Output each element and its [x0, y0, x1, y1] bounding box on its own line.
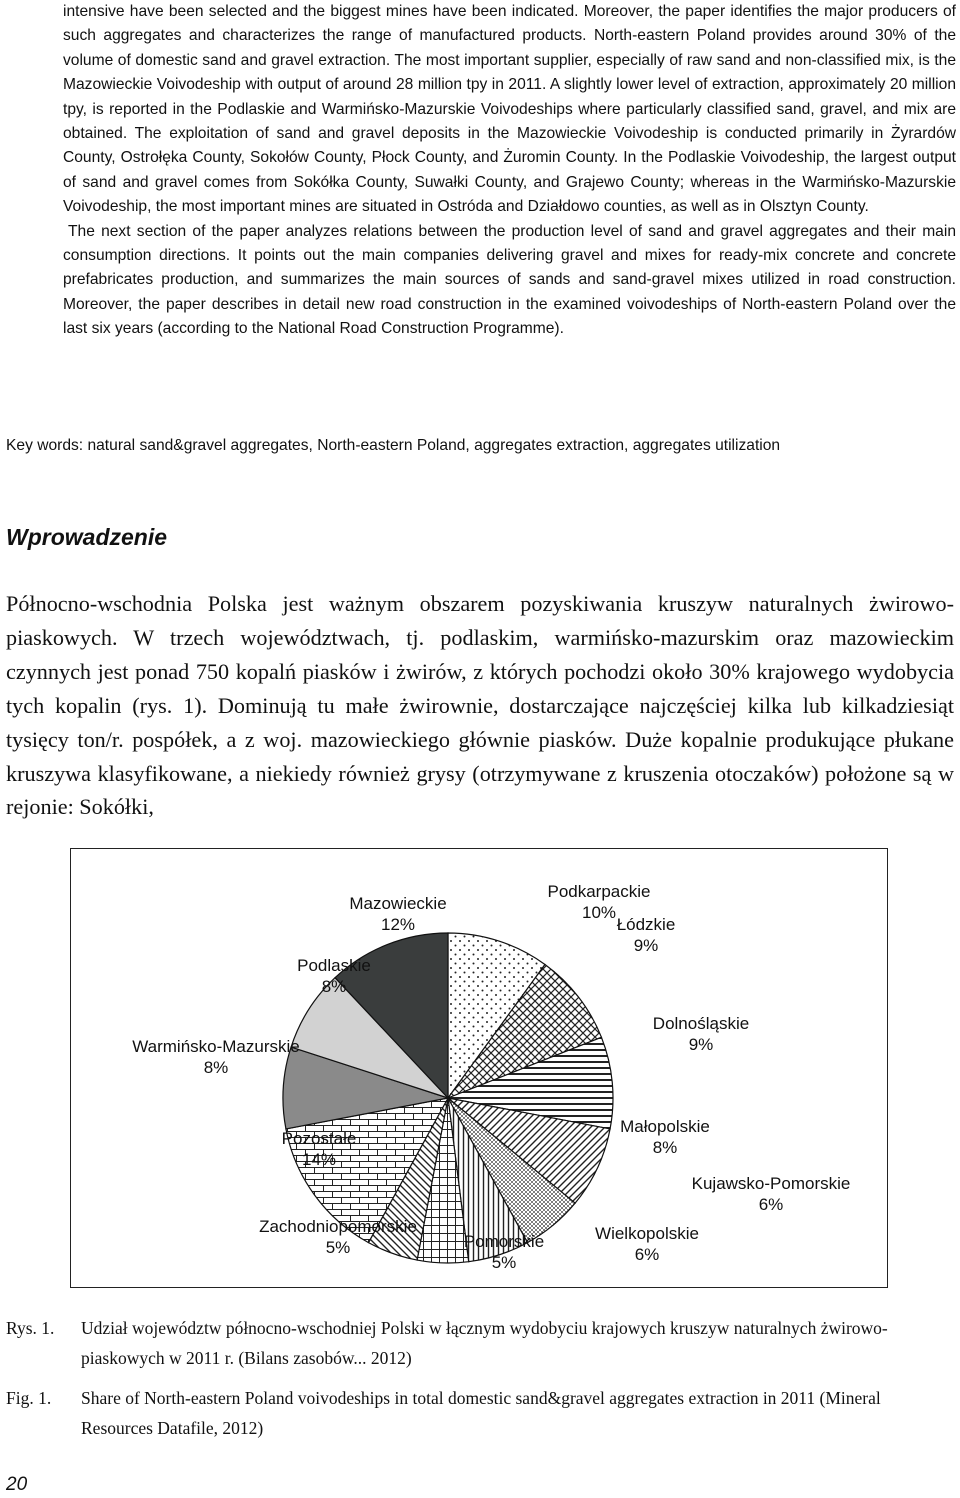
pie-label-kujawsko-pomorskie: Kujawsko-Pomorskie 6% [691, 1174, 851, 1214]
keywords: Key words: natural sand&gravel aggregates, North-eastern Poland, aggregates extraction, aggregates utilization [6, 437, 781, 454]
pie-label-zachodniopomorskie: Zachodniopomorskie 5% [259, 1217, 417, 1257]
pie-label-małopolskie: Małopolskie 8% [620, 1117, 710, 1157]
pie-label-pomorskie: Pomorskie 5% [463, 1232, 545, 1272]
intro-paragraph: Północno-wschodnia Polska jest ważnym obszarem pozyskiwania kruszyw naturalnych żwirowo-piaskowych. W trzech województwach, tj. podlaskim, warmińsko-mazurskim oraz mazowieckim czynnych jest ponad 750 kopalń piasków i żwirów, z których pochodzi około 30% krajowego wydobycia tych kopalin (rys. 1). Dominują tu małe żwirownie, dostarczające najczęściej kilka lub kilkadziesiąt tysięcy ton/r. pospółek, a z woj. mazowieckiego głównie piasków. Duże kopalnie produkujące płukane kruszywa klasyfikowane, a niekiedy również grysy (otrzymywane z kruszenia otoczaków) położone są w rejonie: Sokółki, [6, 591, 954, 820]
section-heading: Wprowadzenie [6, 524, 168, 550]
pie-chart [71, 849, 889, 1289]
pie-label-pozostałe: Pozostałe 14% [281, 1129, 357, 1169]
pie-label-podkarpackie: Podkarpackie 10% [547, 882, 651, 922]
page-number: 20 [6, 1474, 28, 1495]
caption-en-text: Share of North-eastern Poland voivodeships in total domestic sand&gravel aggregates extraction in 2011 (Mineral Resources Datafile, 2012) [81, 1388, 881, 1438]
pie-label-podlaskie: Podlaskie 8% [297, 956, 371, 996]
caption-en-number: Fig. 1. [6, 1388, 52, 1408]
pie-label-warmińsko-mazurskie: Warmińsko-Mazurskie 8% [132, 1037, 300, 1077]
pie-label-wielkopolskie: Wielkopolskie 6% [595, 1224, 699, 1264]
abstract-paragraph-1: intensive have been selected and the biggest mines have been indicated. Moreover, the paper identifies the major producers of such aggregates and characterizes the range of manufactured products. North-eastern Poland provides around 30% of the volume of domestic sand and gravel extraction. The most important supplier, especially of raw sand and non-classified mix, is the Mazowieckie Voivodeship with output of around 28 million tpy in 2011. A slightly lower level of extraction, approximately 20 million tpy, is reported in the Podlaskie and Warmińsko-Mazurskie Voivodeships where particularly classified sand, gravel, and mix are obtained. The exploitation of sand and gravel deposits in the Mazowieckie Voivodeship is conducted primarily in Żyrardów County, Ostrołęka County, Sokołów County, Płock County, and Żuromin County. In the Podlaskie Voivodeship, the largest output of sand and gravel comes from Sokółka County, Suwałki County, and Grajewo County; whereas in the Warmińsko-Mazurskie Voivodeship, the most important mines are situated in Ostróda and Działdowo counties, as well as in Olsztyn County. [63, 3, 956, 216]
abstract-paragraph-2: The next section of the paper analyzes relations between the production level of sand and gravel aggregates and their main consumption directions. It points out the main companies delivering gravel and mixes for ready-mix concrete and concrete prefabricates production, and summarizes the main sources of sands and sand-gravel mixes utilized in road construction. Moreover, the paper describes in detail new road construction in the examined voivodeships of North-eastern Poland over the last six years (according to the National Road Construction Programme). [63, 222, 956, 338]
caption-pl-number: Rys. 1. [6, 1318, 55, 1338]
caption-pl-text: Udział województw północno-wschodniej Polski w łącznym wydobyciu krajowych kruszyw naturalnych żwirowo-piaskowych w 2011 r. (Bilans zasobów... 2012) [81, 1318, 888, 1368]
caption-en [0, 1383, 950, 1445]
pie-label-mazowieckie: Mazowieckie 12% [349, 894, 447, 934]
pie-label-łódzkie: Łódzkie 9% [616, 915, 676, 955]
pie-chart-figure [70, 848, 888, 1288]
caption-pl [0, 1313, 950, 1375]
abstract [63, 0, 956, 342]
pie-label-dolnośląskie: Dolnośląskie 9% [652, 1014, 750, 1054]
